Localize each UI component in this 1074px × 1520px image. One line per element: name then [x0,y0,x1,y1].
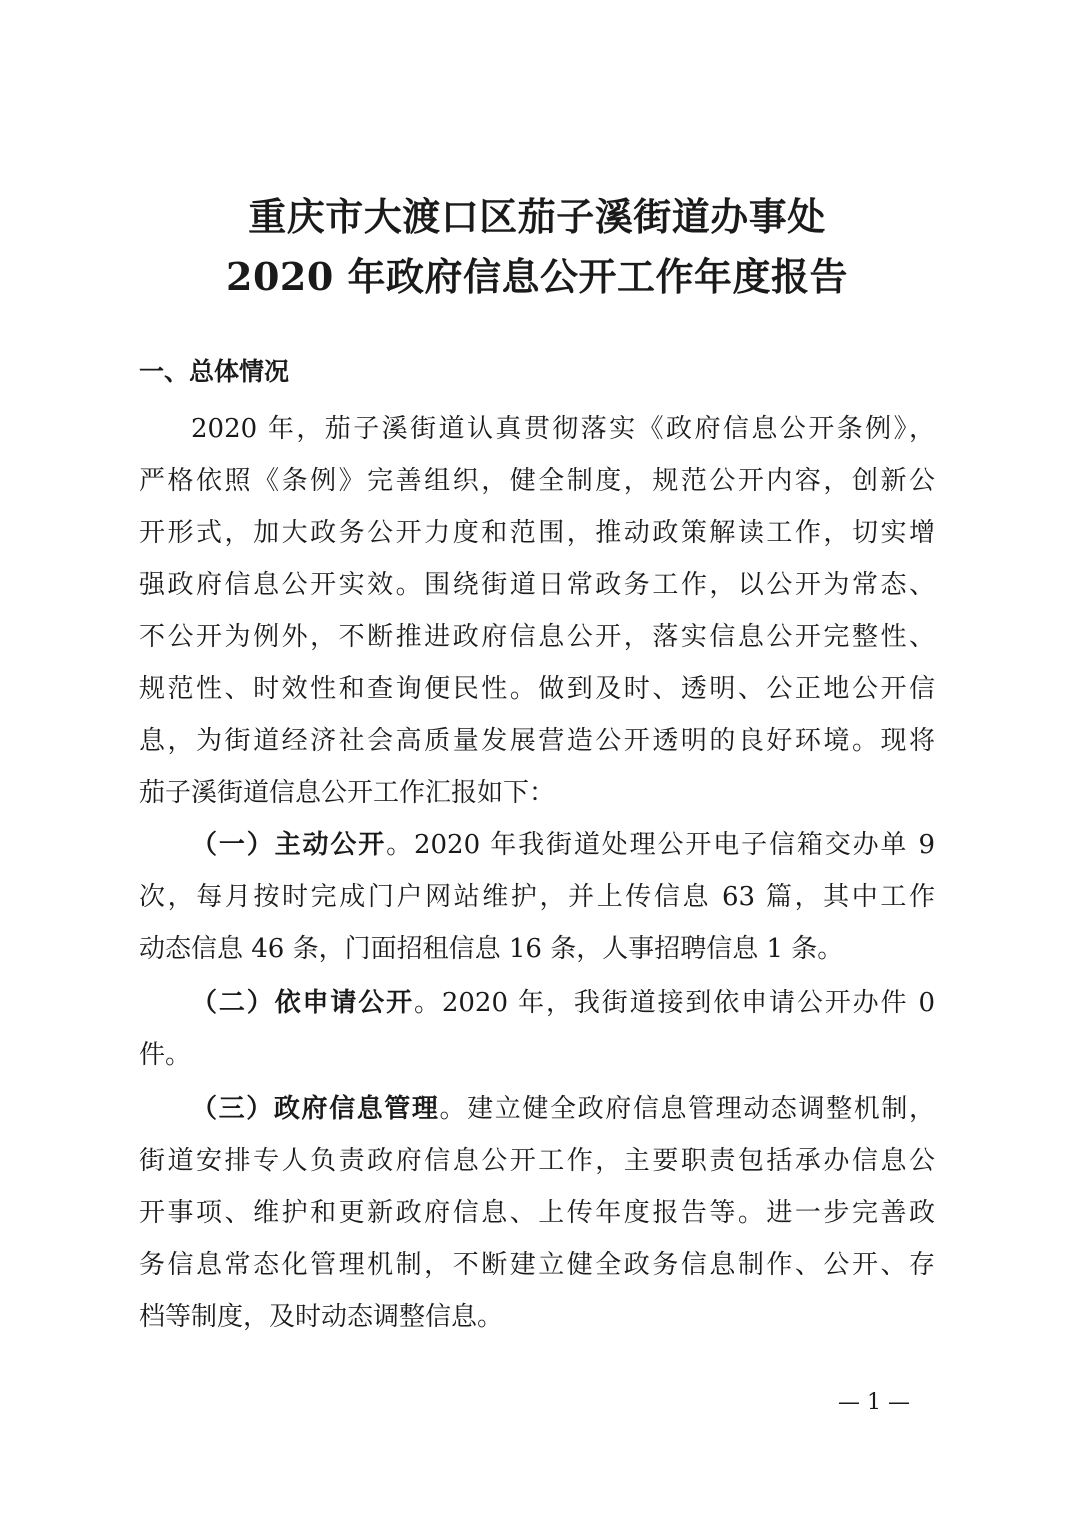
intro-line-3: 开形式，加大政务公开力度和范围，推动政策解读工作，切实增 [139,518,935,548]
item-active-disclosure-label: （一）主动公开 [191,830,387,860]
intro-line-6: 规范性、时效性和查询便民性。做到及时、透明、公正地公开信 [139,674,935,704]
page-number: — 1 — [838,1390,910,1415]
intro-line-8: 茄子溪街道信息公开工作汇报如下： [139,778,556,808]
item-info-management-label: （三）政府信息管理 [191,1094,440,1124]
item-active-disclosure-line-3: 动态信息 46 条，门面招租信息 16 条，人事招聘信息 1 条。 [139,934,844,964]
section-heading-overview: 一、总体情况 [139,357,290,386]
document-title-line-2: 2020 年政府信息公开工作年度报告 [226,254,848,299]
item-application-disclosure-line-2: 件。 [139,1040,192,1070]
item-info-management-line-2: 街道安排专人负责政府信息公开工作，主要职责包括承办信息公 [139,1146,935,1176]
item-info-management-line-5: 档等制度，及时动态调整信息。 [139,1302,504,1332]
intro-line-7: 息，为街道经济社会高质量发展营造公开透明的良好环境。现将 [139,726,935,756]
intro-line-4: 强政府信息公开实效。围绕街道日常政务工作，以公开为常态、 [139,570,935,600]
intro-line-5: 不公开为例外，不断推进政府信息公开，落实信息公开完整性、 [139,622,935,652]
item-active-disclosure-line-2: 次，每月按时完成门户网站维护，并上传信息 63 篇，其中工作 [139,882,935,912]
item-info-management-line-3: 开事项、维护和更新政府信息、上传年度报告等。进一步完善政 [139,1198,935,1228]
item-info-management-line-4: 务信息常态化管理机制，不断建立健全政务信息制作、公开、存 [139,1250,935,1280]
intro-line-1: 2020 年，茄子溪街道认真贯彻落实《政府信息公开条例》， [191,414,935,444]
item-application-disclosure-line-1: （二）依申请公开。2020 年，我街道接到依申请公开办件 0 [191,988,935,1018]
intro-line-2: 严格依照《条例》完善组织，健全制度，规范公开内容，创新公 [139,466,935,496]
item-active-disclosure-line-1: （一）主动公开。2020 年我街道处理公开电子信箱交办单 9 [191,830,935,860]
item-info-management-line-1: （三）政府信息管理。建立健全政府信息管理动态调整机制， [191,1094,935,1124]
document-title-line-1: 重庆市大渡口区茄子溪街道办事处 [248,194,826,239]
item-application-disclosure-label: （二）依申请公开 [191,988,414,1018]
